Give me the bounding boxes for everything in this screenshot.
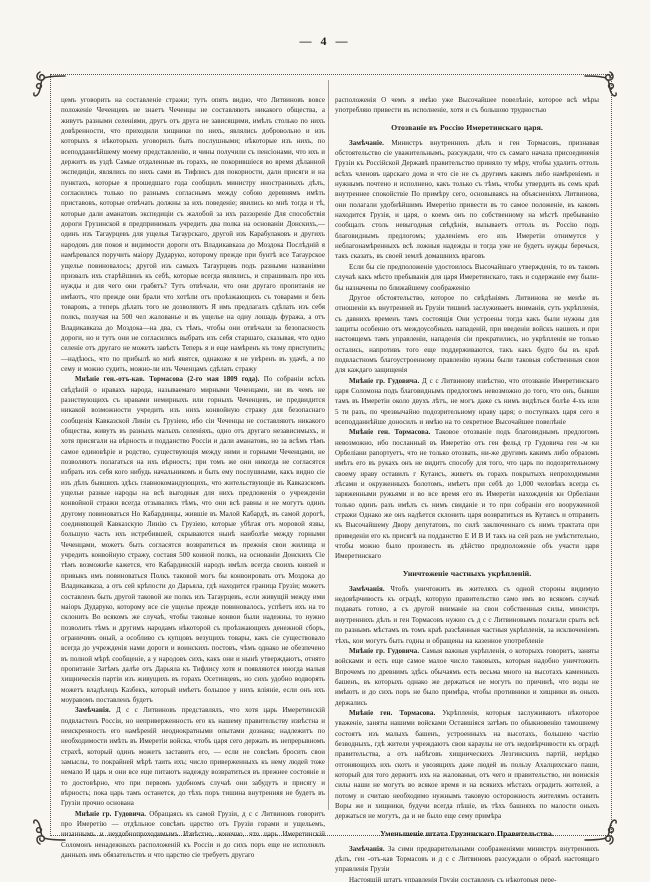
paragraph-text: Если бы сіе предположеніе удостоилось Высочайшаго утвержденія, то въ такомъ случаѣ какъ мѣсто пребыванія для царя Имеретинскаго, такъ и содержаніе ему были-бы назначены по ближайшему соображенію: [335, 262, 599, 292]
body-paragraph: [335, 138, 599, 262]
paragraph-text: Министръ внутреннихъ дѣлъ и ген Тормасовъ, признавая обстоятельство сіе уважительнымъ, разсуждали, что съ самаго начала присоединенія Грузіи къ Россійской Державѣ правительство приняло ту мѣру, чтобы удалить оттоль всѣхъ членовъ царскаго дома и что сіе не съ другимъ какимъ либо намѣреніемъ и нужнымъ почтено и исполнено, какъ только съ тѣмъ, чтобы утвердить въ семъ краѣ внутреннее спокойствіе По примѣру сего, основываясь на объясненіяхъ Литвинова, они полагали удобнѣйшимъ Имеретію привести въ то самое положеніе, въ какомъ находится Грузія, и царя, о коемъ онъ по собственному на мѣстѣ пребыванію сообщалъ столь невыгодныя свѣдѣнія, вызываетъ оттоль въ Россію подъ благовиднымъ предлогомъ; удаленіемъ его изъ Имеретіи отнимутся у неблагонамѣренныхъ всѣ ложныя надежды и тогда уже не будетъ нужды беречься, такъ сказать, въ своей землѣ домашнихъ враговъ: [335, 138, 599, 261]
body-paragraph: [335, 584, 599, 646]
body-paragraph: [335, 376, 599, 428]
body-paragraph: [335, 95, 599, 116]
paragraph-text: Настоящій штатъ управленія Грузіи составленъ съ нѣкоторыя пере-: [349, 875, 557, 882]
paragraph-text: Таковое отозваніе подъ благовиднымъ предлогомъ невозможно, ибо посланный въ Имеретію отъ ген фельд гр Гудовича ген -м кн Орбеліани рапортуетъ, что не только отозвать, ни-же другимъ какимъ либо образомъ имѣть его въ рукахъ онъ не видитъ способу для того, что царь по подозрительному своему нраву оставилъ г Кутаисъ, живетъ въ горахъ покрытыхъ непроходимыми лѣсами и окруженныхъ болотомъ, имѣетъ при себѣ до 1,000 человѣкъ всегда съ заряженными ружьями и во все время его въ Имеретіи нахожденія кн Орбеліани только одинъ разъ имѣлъ съ нимъ свиданіе и то при собраніи его вооруженной стражи Однако же онъ надѣется склонить царя возвратиться въ Кутаисъ и отправить къ Высочайшему Двору депутатовъ, по силѣ заключеннаго съ нимъ трактата при приведеніи его къ присягѣ на подданство Е И В И такъ на сей разъ не умѣстительно, чтобы можно было произвесть въ дѣйство предположеніе объ участи царя Имеретинскаго: [335, 428, 600, 561]
body-paragraph: [335, 875, 599, 882]
body-paragraph: [335, 844, 599, 875]
paragraph-lead-in: Замѣчанія.: [75, 706, 116, 715]
paragraph-text: Обращаясь къ самой Грузіи, д с с Литвиновъ говоритъ про Имеретію — отдѣльное совсѣмъ царство отъ Грузіи горами и ущельемъ, низаннымъ и неудобнопроходимымъ Извѣстно, конечно, что царь Имеретинскій Соломонъ ненадежныхъ расположеній къ Россіи и до сихъ поръ еще не исполнялъ данныхъ имъ обязательствъ и что царство сіе требуетъ другаго: [61, 809, 325, 860]
paragraph-text: Другое обстоятельство, которое по свѣдѣніямъ Литвинова не менѣе въ отношеніи къ внутренней въ Грузіи тишинѣ заслуживаетъ вниманія, суть укрѣпленія, съ давнихъ временъ тамъ состоящія Они устроены тогда какъ были нужны для защиты особенно отъ междоусобныхъ нападеній, при введеніи войскъ нашихъ и при настоящемъ тамъ управленіи, нападенія сіи прекратились, но укрѣпленія не только остались, напротивъ того еще поддерживаются, такъ какъ будто бы въ краѣ подвластномъ благоустроенному правленію нужны были таковыя собственныя свои для каждаго защищенія: [335, 293, 599, 375]
paragraph-lead-in: Замѣчаніе.: [349, 138, 392, 147]
body-paragraph: [335, 262, 599, 293]
text-column-left: [61, 95, 325, 860]
paragraph-lead-in: Мнѣніе ген. Тормасова.: [349, 708, 443, 717]
body-paragraph: [61, 95, 325, 374]
paragraph-text: За сими предварительными соображеніями министръ внутреннихъ дѣлъ, ген -отъ-кав Тормасовъ и д с с Литвиновъ разсуждали о образѣ настоящаго управленія Грузіи: [335, 844, 599, 874]
paragraph-lead-in: Замѣчанія.: [349, 844, 389, 853]
paragraph-lead-in: Мнѣніе гр. Гудовича.: [349, 376, 423, 385]
paragraph-lead-in: Мнѣніе ген.-отъ-кав. Тормасова (2-го мая 1809 года).: [75, 375, 264, 384]
paragraph-text: расположенія О чемъ я имѣю уже Высочайшее повелѣніе, которое всѣ мѣры употребляю привести въ исполненіе, хотя и съ большою трудностью: [335, 96, 599, 115]
body-paragraph: [61, 705, 325, 808]
paragraph-lead-in: Мнѣніе гр. Гудовича.: [349, 646, 422, 655]
body-paragraph: [61, 809, 325, 861]
column-divider-rule: [328, 80, 329, 810]
section-heading: Уменьшеніе штата Грузинскаго Правительства.: [380, 828, 554, 838]
body-paragraph: [61, 374, 325, 705]
section-heading: Отозваніе въ Россію Имеретинскаго царя.: [391, 122, 543, 132]
paragraph-lead-in: Мнѣніе гр. Гудовича.: [75, 809, 150, 818]
body-paragraph: [335, 708, 599, 822]
paragraph-text: Самыя важныя укрѣпленія, о которыхъ говоритъ, заняты войсками и есть еще самое малое число таковыхъ, которыя надобно уничтожить Впрочемъ по древнимъ здѣсь обычаямъ есть весьма много на высотахъ каменныхъ башенъ, въ которыхъ однако же держаться не могутъ по причинѣ, что воды не имѣютъ и до сихъ поръ не было примѣра, чтобы противники и хищники въ оныхъ держались: [335, 646, 599, 707]
paragraph-lead-in: Мнѣніе ген. Тормасова.: [349, 428, 435, 437]
paragraph-text: Д с с Литвинову извѣстно, что отозваніе Имеретинскаго царя Соломона подъ благовиднымъ предлогомъ невозможно до того, что онъ, бывши тамъ въ Имеретіи около двухъ лѣтъ, не могъ даже съ нимъ видѣться болѣе 4-хъ или 5 ти разъ, по чрезвычайно подозрительному нраву царя; о поступкахъ царя сего я всеподданнѣйше доносилъ и имѣю на то секретное Высочайшее повелѣніе: [335, 376, 599, 426]
body-paragraph: [335, 293, 599, 376]
paragraph-lead-in: Замѣчанія.: [349, 584, 391, 593]
paragraph-text: Д с с Литвиновъ представлялъ, что хотя царь Имеретинскій подвластенъ Россіи, но неприверженность его къ нашему правительству извѣстна и неискренность его намѣреній неоднократными опытами дознана; надлежитъ по необходимости имѣть въ Имеретіи войска, чтобъ царя сего держать въ непрерывномъ страхѣ, который одинъ можетъ заставить его, — если не совсѣмъ бросить свои замыслы, то покрайней мѣрѣ таить ихъ; число приверженныхъ къ нему людей тоже немало И царь и они все еще питаютъ надежду возвратиться въ прежнее состояніе и то достовѣрно, что при первомъ удобномъ случаѣ они забудутъ и присягу и вѣрность; пока царь тамъ останется, до тѣхъ поръ тишина внутренняя не будетъ въ Грузіи прочно основана: [61, 706, 326, 808]
paragraph-text: Чтобъ уничтожить въ жителяхъ съ одной стороны видимую недовѣрчивость къ оградѣ, которую правительство само имъ во всякомъ случаѣ подавать готово, а съ другой вниманіе на свои собственныя силы, министръ внутреннихъ дѣлъ и ген Тормасовъ нужно съ д с с Литвиновымъ полагали срыть всѣ по разнымъ мѣстамъ въ томъ краѣ разсѣянныя частныя укрѣпленія, за исключеніемъ тѣхъ, кои могутъ быть годны и обращены на казенное употребленіе: [335, 584, 599, 645]
body-paragraph: [335, 646, 599, 708]
paragraph-text: По собраніи всѣхъ свѣдѣній о нравахъ народа, называемаго мирными Чеченцами, ни въ чемъ не разнствующихъ съ нравами немирныхъ или горныхъ Чеченцевъ, не предвидится никакой возможности учредить изъ нихъ конвойную стражу для безопаснаго сообщенія Кавказской Линіи съ Грузіею, ибо сіи Чеченцы не составляютъ никакого общества, живутъ въ разныхъ малыхъ селеніяхъ, одно отъ другаго независимыхъ, и хотя присягали на вѣрность и подданство Россіи и дали аманатовъ, но за всѣмъ тѣмъ самое единовѣріе и родство, существующія между ними и горными Чеченцами, не позволяютъ полагаться на ихъ вѣрность; при томъ же они никогда не согласятся избрать изъ себя кого нибудь начальникомъ и быть ему послушными, какъ видно сіе изъ дѣлъ бывшихъ здѣсь главнокомандующихъ, что жительствующіе въ Кавказскомъ ущельи разные народы на всѣ выгодныя для нихъ предложенія о учрежденіи конвойной стражи всегда отзывались тѣмъ, что они всѣ равны и не могутъ одинъ другому повиноваться Но Кабардинцы, жившіе въ Малой Кабардѣ, въ самой дорогѣ, соединяющей Кавказскую Линію съ Грузіею, которые убѣгая отъ моровой язвы, большую часть ихъ истребившей, скрываются нынѣ наиболѣе между горными Чеченцами, можетъ быть согласятся возвратиться въ прежнія свои жилища и учредить конвойную стражу, составя 500 конной полкъ, на основаніи Донскихъ Сіе тѣмъ возможнѣе кажется, что Кабардинскій народъ имѣлъ всегда своихъ князей и привыкъ имъ повиноваться Полкъ таковой могъ бы конвоировать отъ Моздока до Владикавказа, а отъ сей крѣпости до Дарьяла, гдѣ находится граница Грузіи; можетъ составленъ быть другой таковой же полкъ изъ Тагаурцевъ, если живущій между ими маіоръ Дударуко, которому все сіе ущелье прежде повиновалось, успѣетъ ихъ на то склонить Во всякомъ же случаѣ, чтобы таковые конвои были надежны, то нужно позволить тѣмъ и другимъ народамъ нѣкоторой съ проѣзжающихъ денежной сборъ, ограничивъ оный, а особливо съ купцовъ везущихъ товары, какъ сіе существовало всегда до учрежденія нами дороги и воинскихъ постовъ, чѣмъ однако не обезпечено въ полной мѣрѣ сообщеніе, а у народовъ сихъ, какъ они и нынѣ утверждаютъ, отнято пропитаніе Затѣмъ далѣе отъ Дарьяла къ Тифлису хотя и появляются иногда малыя хищническія партіи изъ живущихъ въ горахъ Осетинцевъ, но сихъ удобно водворять можетъ владѣлецъ Казбекъ, который имѣетъ большое у нихъ вліяніе, если онъ ихъ моуравомъ поставленъ будетъ: [61, 375, 325, 704]
body-paragraph: [335, 427, 599, 561]
text-column-right: [335, 95, 599, 882]
page-number: — 4 —: [299, 34, 351, 48]
paragraph-text: цемъ уговорить на составленіе стражи; тутъ опять видно, что Литвиновъ вовсе положеніе Чеченцевъ не знаетъ Чеченцы не составляютъ никакого общества, а живутъ разными селеніями, другъ отъ друга не зависящими, имѣлъ столько по нихъ довѣренности, что приходили хищники по нихъ, являлись добровольно и изъ которыхъ я нѣкоторыхъ уговорилъ быть послушными; нѣкоторые изъ нихъ, по всеподданнѣйшему моему представленію, и чины получили съ пенсіонами, что ихъ и держитъ въ уздѣ Самые отдаленные въ горахъ, не покорившіеся во время дѣланной экспедиціи, являлись по нихъ сами въ Тифлисъ для покорности, дали присяги и на пунктахъ, которые я прошедшаго года сообщилъ министру иностранныхъ дѣлъ, согласились только по разнымъ согласнымъ между собою деревнямъ имѣть приставовъ, которые отвѣчать должны за ихъ поведеніе; явились ко мнѣ тогда и тѣ, которые дали аманатовъ экспедиціи съ жалобой за ихъ раззореніе Для способствія дороги Грузинской я предпринималъ учредить два полка на основаніи Донскихъ,—одинъ изъ Тагаурцевъ для ущелья Тагаурскаго, другой изъ Карабулаковъ и другихъ народовъ для покоя и видимости дороги отъ Владикавказа до Моздока Послѣдній я намѣревался поручить маіору Дударуко, которому прежде при бунтѣ все Тагаурское ущелье повиновалось; другой изъ самыхъ Тагаурцевъ подъ разными названіями призвалъ ихъ старѣйшинъ къ себѣ, которые всегда являлись, и спрашивалъ про ихъ нужды и для чего они грабятъ? Тутъ отвѣчали, что они другаго пропитанія не имѣютъ, что прежде они брали что хотѣли отъ проѣзжающихъ съ товарами и безъ товаровъ, а теперь дѣлать того не дозволяютъ Я имъ предлагалъ сдѣлать изъ себя полкъ, получая на 500 чел жалованье и въ ущелье на одну лошадь фуража, а отъ Владикавказа до Моздока—на два, съ тѣмъ, чтобы они отвѣчали за безопасность дороги, но и тутъ они не согласились выбрать изъ себя старшаго, сказывая, что одно селеніе отъ другаго не можетъ завѣсть Теперь я и еще намѣренъ къ тому приступить;—надѣюсь, что по прибылѣ ко мнѣ явятся, однакоже я не увѣренъ въ удачѣ, а по сему и можно судить, можно-ли изъ Чеченцамъ сдѣлать стражу: [61, 96, 325, 373]
paragraph-text: Укрѣпленія, которыя заслуживаютъ нѣкоторое уваженіе, заняты нашими войсками Оставшіяся затѣмъ по обыкновенію тамошнему состоятъ изъ малыхъ башенъ, устроенныхъ на высотахъ, большею частію безводныхъ, гдѣ жители учреждаютъ свои караулы не отъ недовѣрчивости къ оградѣ правительства, а отъ набѣговъ хищническихъ Лезгинскихъ партій, нерѣдко отгоняющихъ ихъ скотъ и увозящихъ даже людей въ пользу Ахалцихскаго паши, который для того держитъ ихъ на жалованьи, отъ чего и правительство, ни воинскія силы наши не могутъ во всякое время и на всякихъ мѣстахъ оградить жителей, а потому и считаю необходимо нужнымъ таковую осторожность жителямъ оставить Воры же и хищники, будучи всегда пѣшіе, въ тѣхъ башняхъ по малости оныхъ держаться не могутъ, да и не было еще сему примѣра: [335, 708, 599, 821]
section-heading: Уничтоженіе частныхъ укрѣпленій.: [402, 568, 532, 578]
